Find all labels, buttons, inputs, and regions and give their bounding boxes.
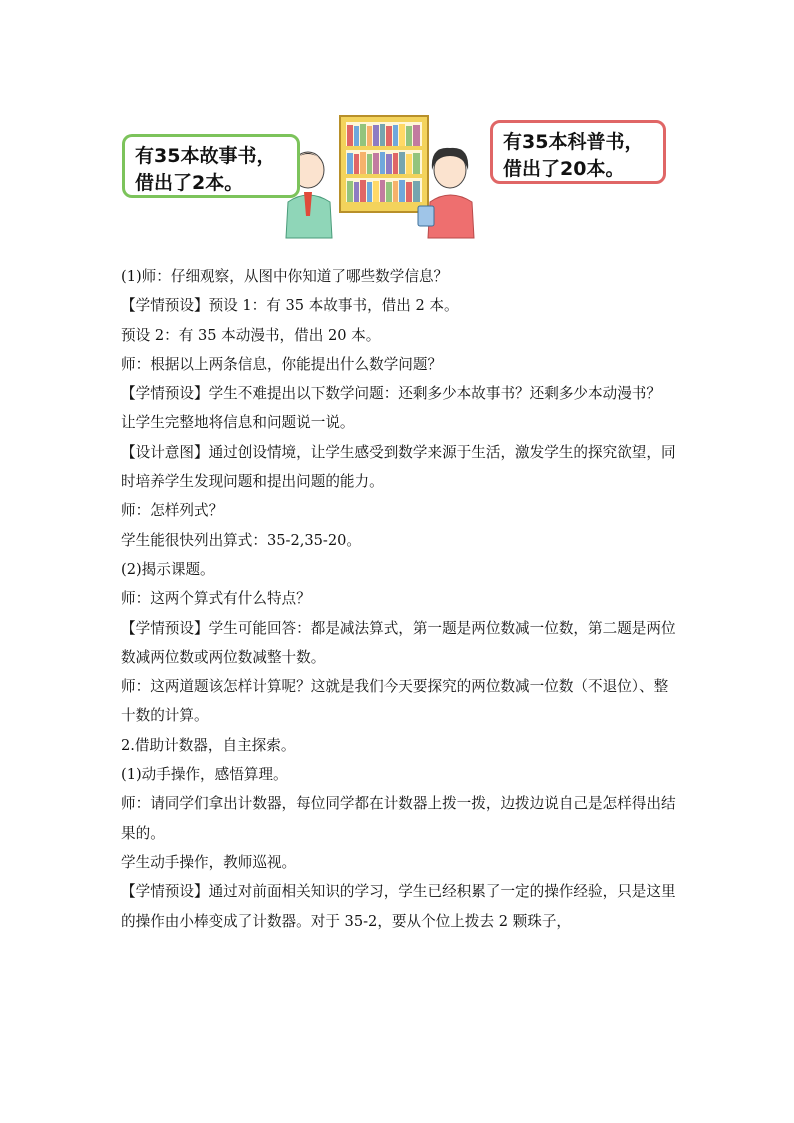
- paragraph: 让学生完整地将信息和问题说一说。: [121, 414, 355, 432]
- paragraph: (1)动手操作，感悟算理。: [121, 766, 288, 784]
- books-row-top: [347, 124, 420, 146]
- paragraph: 【学情预设】通过对前面相关知识的学习，学生已经积累了一定的操作经验，只是这里的操作由小棒变成了计数器。对于 35-2，要从个位上拨去 2 颗珠子，: [121, 883, 676, 930]
- paragraph: 师：根据以上两条信息，你能提出什么数学问题？: [121, 355, 443, 373]
- left-bubble-line-1: 有35本故事书，: [135, 145, 276, 167]
- paragraph: 师：请同学们拿出计数器，每位同学都在计数器上拨一拨，边拨边说自己是怎样得出结果的。: [121, 795, 676, 842]
- paragraph: 学生动手操作，教师巡视。: [121, 853, 297, 871]
- right-bubble-line-1: 有35本科普书，: [503, 131, 644, 153]
- right-speech-bubble: [490, 120, 666, 184]
- books-row-bottom: [347, 180, 420, 202]
- paragraph: 师：这两道题该怎样计算呢？这就是我们今天要探究的两位数减一位数（不退位）、整十数的计算。: [121, 678, 669, 725]
- paragraph: 师：怎样列式？: [121, 502, 224, 520]
- paragraph: 预设 2：有 35 本动漫书，借出 20 本。: [121, 326, 381, 344]
- paragraph: (1)师：仔细观察，从图中你知道了哪些数学信息？: [121, 268, 449, 285]
- paragraph: 【设计意图】通过创设情境，让学生感受到数学来源于生活，激发学生的探究欲望，同时培养学生发现问题和提出问题的能力。: [121, 443, 676, 491]
- paragraph: 【学情预设】预设 1：有 35 本故事书，借出 2 本。: [121, 297, 459, 315]
- left-bubble-line-2: 借出了2本。: [135, 172, 244, 194]
- paragraph: 【学情预设】学生可能回答：都是减法算式，第一题是两位数减一位数，第二题是两位数减两位数或两位数减整十数。: [121, 619, 676, 666]
- left-speech-bubble: [122, 134, 300, 198]
- right-bubble-line-2: 借出了20本。: [503, 158, 625, 180]
- paragraph: 师：这两个算式有什么特点？: [121, 590, 311, 608]
- books-row-middle: [347, 152, 420, 174]
- paragraph: (2)揭示课题。: [121, 560, 215, 578]
- paragraph: 学生能很快列出算式：35-2,35-20。: [121, 531, 362, 549]
- paragraph: 【学情预设】学生不难提出以下数学问题：还剩多少本故事书？还剩多少本动漫书？: [121, 385, 661, 403]
- textbook-illustration: [118, 112, 670, 242]
- lesson-text: [121, 262, 681, 936]
- paragraph: 2.借助计数器，自主探索。: [121, 736, 296, 754]
